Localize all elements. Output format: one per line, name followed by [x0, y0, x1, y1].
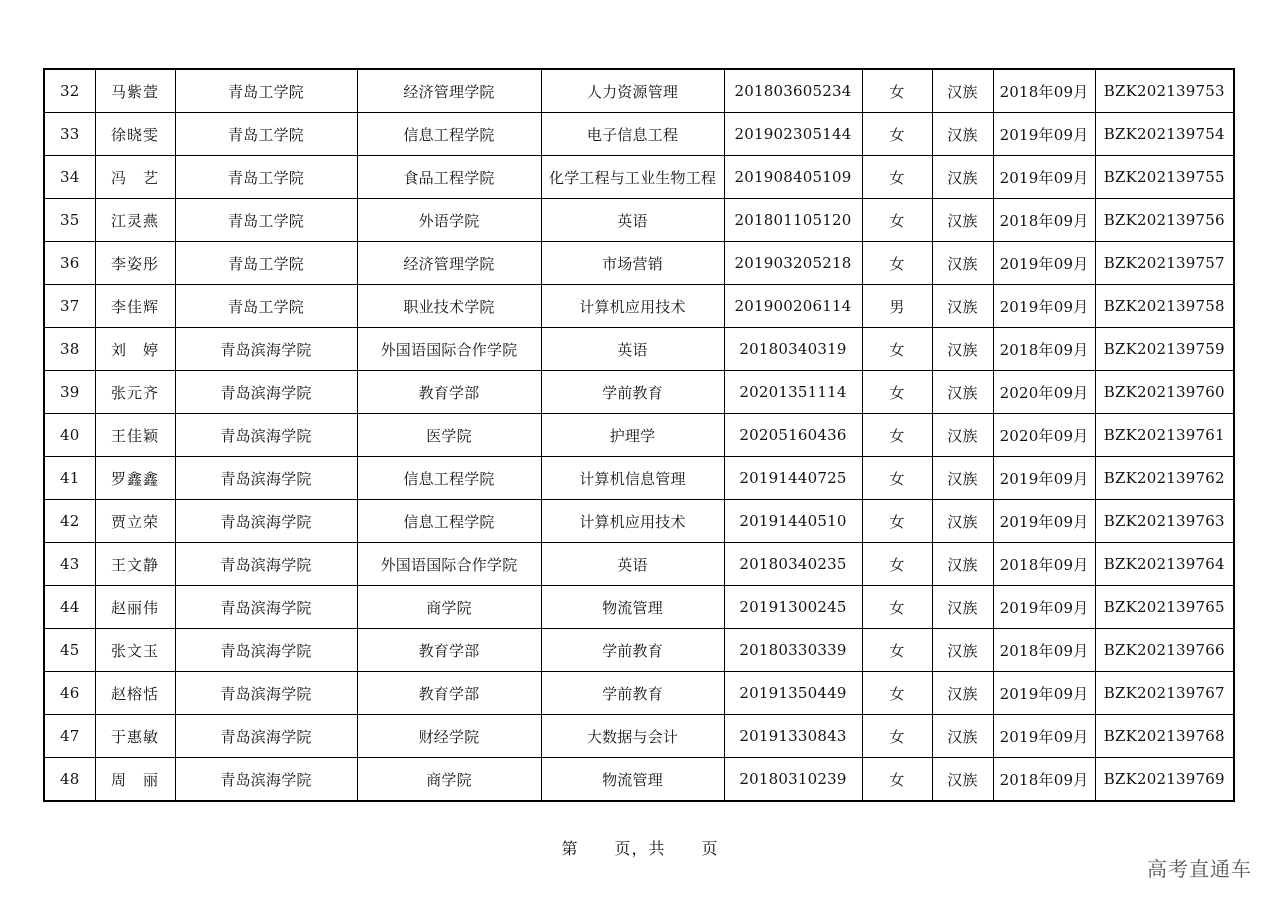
enrollment-date-cell: 2019年09月: [993, 500, 1095, 543]
school-cell: 青岛工学院: [175, 199, 357, 242]
gender-cell: 男: [862, 285, 932, 328]
student-name-cell: 李姿彤: [95, 242, 175, 285]
college-cell: 经济管理学院: [357, 242, 541, 285]
ethnicity-cell: 汉族: [932, 69, 993, 113]
school-cell: 青岛滨海学院: [175, 672, 357, 715]
table-row: [44, 156, 1234, 199]
college-cell: 商学院: [357, 758, 541, 802]
certificate-number-cell: BZK202139765: [1095, 586, 1234, 629]
enrollment-date-cell: 2018年09月: [993, 758, 1095, 802]
seq-number-cell: 38: [44, 328, 95, 371]
student-id-cell: 201903205218: [724, 242, 862, 285]
school-cell: 青岛滨海学院: [175, 543, 357, 586]
certificate-number-cell: BZK202139760: [1095, 371, 1234, 414]
ethnicity-cell: 汉族: [932, 328, 993, 371]
student-name-cell: 张元齐: [95, 371, 175, 414]
ethnicity-cell: 汉族: [932, 242, 993, 285]
student-table: [43, 68, 1235, 802]
table-row: [44, 672, 1234, 715]
student-id-cell: 20191350449: [724, 672, 862, 715]
table-row: [44, 199, 1234, 242]
footer-part-2: 页，共: [614, 839, 666, 858]
student-name-cell: 王文静: [95, 543, 175, 586]
college-cell: 外国语国际合作学院: [357, 328, 541, 371]
seq-number-cell: 36: [44, 242, 95, 285]
college-cell: 教育学部: [357, 672, 541, 715]
major-cell: 学前教育: [541, 371, 724, 414]
school-cell: 青岛滨海学院: [175, 629, 357, 672]
student-id-cell: 20201351114: [724, 371, 862, 414]
school-cell: 青岛滨海学院: [175, 328, 357, 371]
certificate-number-cell: BZK202139762: [1095, 457, 1234, 500]
enrollment-date-cell: 2019年09月: [993, 156, 1095, 199]
major-cell: 英语: [541, 328, 724, 371]
seq-number-cell: 41: [44, 457, 95, 500]
gender-cell: 女: [862, 113, 932, 156]
student-id-cell: 20180340235: [724, 543, 862, 586]
gender-cell: 女: [862, 371, 932, 414]
certificate-number-cell: BZK202139768: [1095, 715, 1234, 758]
gender-cell: 女: [862, 543, 932, 586]
seq-number-cell: 33: [44, 113, 95, 156]
table-body: [44, 69, 1234, 801]
school-cell: 青岛滨海学院: [175, 500, 357, 543]
table-row: [44, 543, 1234, 586]
ethnicity-cell: 汉族: [932, 500, 993, 543]
major-cell: 电子信息工程: [541, 113, 724, 156]
footer-part-3: 页: [701, 839, 719, 858]
college-cell: 信息工程学院: [357, 457, 541, 500]
college-cell: 教育学部: [357, 629, 541, 672]
major-cell: 学前教育: [541, 672, 724, 715]
school-cell: 青岛工学院: [175, 69, 357, 113]
watermark-text: 高考直通车: [1147, 857, 1252, 881]
ethnicity-cell: 汉族: [932, 199, 993, 242]
student-id-cell: 201803605234: [724, 69, 862, 113]
table-row: [44, 371, 1234, 414]
seq-number-cell: 46: [44, 672, 95, 715]
student-name-cell: 赵丽伟: [95, 586, 175, 629]
ethnicity-cell: 汉族: [932, 629, 993, 672]
major-cell: 计算机信息管理: [541, 457, 724, 500]
ethnicity-cell: 汉族: [932, 156, 993, 199]
school-cell: 青岛滨海学院: [175, 586, 357, 629]
table-row: [44, 113, 1234, 156]
gender-cell: 女: [862, 457, 932, 500]
student-name-cell: 罗鑫鑫: [95, 457, 175, 500]
enrollment-date-cell: 2019年09月: [993, 672, 1095, 715]
gender-cell: 女: [862, 715, 932, 758]
enrollment-date-cell: 2019年09月: [993, 113, 1095, 156]
gender-cell: 女: [862, 672, 932, 715]
school-cell: 青岛滨海学院: [175, 715, 357, 758]
major-cell: 大数据与会计: [541, 715, 724, 758]
school-cell: 青岛滨海学院: [175, 457, 357, 500]
table-row: [44, 500, 1234, 543]
seq-number-cell: 32: [44, 69, 95, 113]
enrollment-date-cell: 2018年09月: [993, 69, 1095, 113]
student-id-cell: 20180310239: [724, 758, 862, 802]
college-cell: 经济管理学院: [357, 69, 541, 113]
ethnicity-cell: 汉族: [932, 543, 993, 586]
student-name-cell: 刘 婷: [95, 328, 175, 371]
student-name-cell: 赵榕恬: [95, 672, 175, 715]
seq-number-cell: 35: [44, 199, 95, 242]
gender-cell: 女: [862, 199, 932, 242]
student-id-cell: 20205160436: [724, 414, 862, 457]
table-row: [44, 715, 1234, 758]
student-name-cell: 冯 艺: [95, 156, 175, 199]
gender-cell: 女: [862, 156, 932, 199]
seq-number-cell: 47: [44, 715, 95, 758]
table-row: [44, 69, 1234, 113]
ethnicity-cell: 汉族: [932, 715, 993, 758]
enrollment-date-cell: 2018年09月: [993, 199, 1095, 242]
enrollment-date-cell: 2019年09月: [993, 457, 1095, 500]
gender-cell: 女: [862, 414, 932, 457]
major-cell: 英语: [541, 199, 724, 242]
student-id-cell: 201900206114: [724, 285, 862, 328]
enrollment-date-cell: 2019年09月: [993, 285, 1095, 328]
student-name-cell: 王佳颖: [95, 414, 175, 457]
gender-cell: 女: [862, 500, 932, 543]
student-name-cell: 马紫萱: [95, 69, 175, 113]
ethnicity-cell: 汉族: [932, 758, 993, 802]
student-name-cell: 江灵燕: [95, 199, 175, 242]
major-cell: 人力资源管理: [541, 69, 724, 113]
ethnicity-cell: 汉族: [932, 672, 993, 715]
certificate-number-cell: BZK202139763: [1095, 500, 1234, 543]
certificate-number-cell: BZK202139767: [1095, 672, 1234, 715]
school-cell: 青岛工学院: [175, 113, 357, 156]
major-cell: 学前教育: [541, 629, 724, 672]
certificate-number-cell: BZK202139754: [1095, 113, 1234, 156]
table-row: [44, 414, 1234, 457]
seq-number-cell: 43: [44, 543, 95, 586]
major-cell: 计算机应用技术: [541, 500, 724, 543]
gender-cell: 女: [862, 328, 932, 371]
college-cell: 信息工程学院: [357, 500, 541, 543]
school-cell: 青岛滨海学院: [175, 414, 357, 457]
certificate-number-cell: BZK202139759: [1095, 328, 1234, 371]
major-cell: 化学工程与工业生物工程: [541, 156, 724, 199]
college-cell: 信息工程学院: [357, 113, 541, 156]
student-name-cell: 周 丽: [95, 758, 175, 802]
major-cell: 市场营销: [541, 242, 724, 285]
ethnicity-cell: 汉族: [932, 113, 993, 156]
seq-number-cell: 40: [44, 414, 95, 457]
table-row: [44, 242, 1234, 285]
enrollment-date-cell: 2019年09月: [993, 586, 1095, 629]
table-row: [44, 629, 1234, 672]
school-cell: 青岛滨海学院: [175, 758, 357, 802]
student-name-cell: 于惠敏: [95, 715, 175, 758]
table-row: [44, 586, 1234, 629]
table-row: [44, 328, 1234, 371]
enrollment-date-cell: 2019年09月: [993, 242, 1095, 285]
major-cell: 计算机应用技术: [541, 285, 724, 328]
college-cell: 医学院: [357, 414, 541, 457]
student-id-cell: 20180330339: [724, 629, 862, 672]
gender-cell: 女: [862, 629, 932, 672]
gender-cell: 女: [862, 758, 932, 802]
student-id-cell: 20191440725: [724, 457, 862, 500]
student-id-cell: 20191440510: [724, 500, 862, 543]
student-name-cell: 贾立荣: [95, 500, 175, 543]
seq-number-cell: 39: [44, 371, 95, 414]
college-cell: 财经学院: [357, 715, 541, 758]
table-row: [44, 758, 1234, 802]
seq-number-cell: 45: [44, 629, 95, 672]
page-footer: [0, 836, 1280, 859]
ethnicity-cell: 汉族: [932, 457, 993, 500]
footer-part-1: 第: [561, 839, 579, 858]
certificate-number-cell: BZK202139766: [1095, 629, 1234, 672]
college-cell: 教育学部: [357, 371, 541, 414]
college-cell: 食品工程学院: [357, 156, 541, 199]
student-name-cell: 李佳辉: [95, 285, 175, 328]
enrollment-date-cell: 2020年09月: [993, 371, 1095, 414]
major-cell: 英语: [541, 543, 724, 586]
gender-cell: 女: [862, 69, 932, 113]
seq-number-cell: 48: [44, 758, 95, 802]
enrollment-date-cell: 2018年09月: [993, 543, 1095, 586]
student-name-cell: 徐晓雯: [95, 113, 175, 156]
table-row: [44, 285, 1234, 328]
college-cell: 职业技术学院: [357, 285, 541, 328]
student-id-cell: 201801105120: [724, 199, 862, 242]
ethnicity-cell: 汉族: [932, 371, 993, 414]
student-id-cell: 20191330843: [724, 715, 862, 758]
certificate-number-cell: BZK202139758: [1095, 285, 1234, 328]
student-id-cell: 20180340319: [724, 328, 862, 371]
school-cell: 青岛工学院: [175, 242, 357, 285]
seq-number-cell: 44: [44, 586, 95, 629]
certificate-number-cell: BZK202139764: [1095, 543, 1234, 586]
certificate-number-cell: BZK202139756: [1095, 199, 1234, 242]
gender-cell: 女: [862, 586, 932, 629]
ethnicity-cell: 汉族: [932, 414, 993, 457]
ethnicity-cell: 汉族: [932, 285, 993, 328]
school-cell: 青岛工学院: [175, 156, 357, 199]
seq-number-cell: 37: [44, 285, 95, 328]
enrollment-date-cell: 2020年09月: [993, 414, 1095, 457]
certificate-number-cell: BZK202139755: [1095, 156, 1234, 199]
enrollment-date-cell: 2018年09月: [993, 629, 1095, 672]
enrollment-date-cell: 2018年09月: [993, 328, 1095, 371]
certificate-number-cell: BZK202139753: [1095, 69, 1234, 113]
seq-number-cell: 42: [44, 500, 95, 543]
major-cell: 物流管理: [541, 758, 724, 802]
school-cell: 青岛工学院: [175, 285, 357, 328]
college-cell: 外国语国际合作学院: [357, 543, 541, 586]
ethnicity-cell: 汉族: [932, 586, 993, 629]
major-cell: 物流管理: [541, 586, 724, 629]
gender-cell: 女: [862, 242, 932, 285]
student-id-cell: 201902305144: [724, 113, 862, 156]
table-row: [44, 457, 1234, 500]
college-cell: 外语学院: [357, 199, 541, 242]
enrollment-date-cell: 2019年09月: [993, 715, 1095, 758]
certificate-number-cell: BZK202139761: [1095, 414, 1234, 457]
major-cell: 护理学: [541, 414, 724, 457]
certificate-number-cell: BZK202139757: [1095, 242, 1234, 285]
student-id-cell: 201908405109: [724, 156, 862, 199]
student-name-cell: 张文玉: [95, 629, 175, 672]
seq-number-cell: 34: [44, 156, 95, 199]
college-cell: 商学院: [357, 586, 541, 629]
student-id-cell: 20191300245: [724, 586, 862, 629]
school-cell: 青岛滨海学院: [175, 371, 357, 414]
certificate-number-cell: BZK202139769: [1095, 758, 1234, 802]
